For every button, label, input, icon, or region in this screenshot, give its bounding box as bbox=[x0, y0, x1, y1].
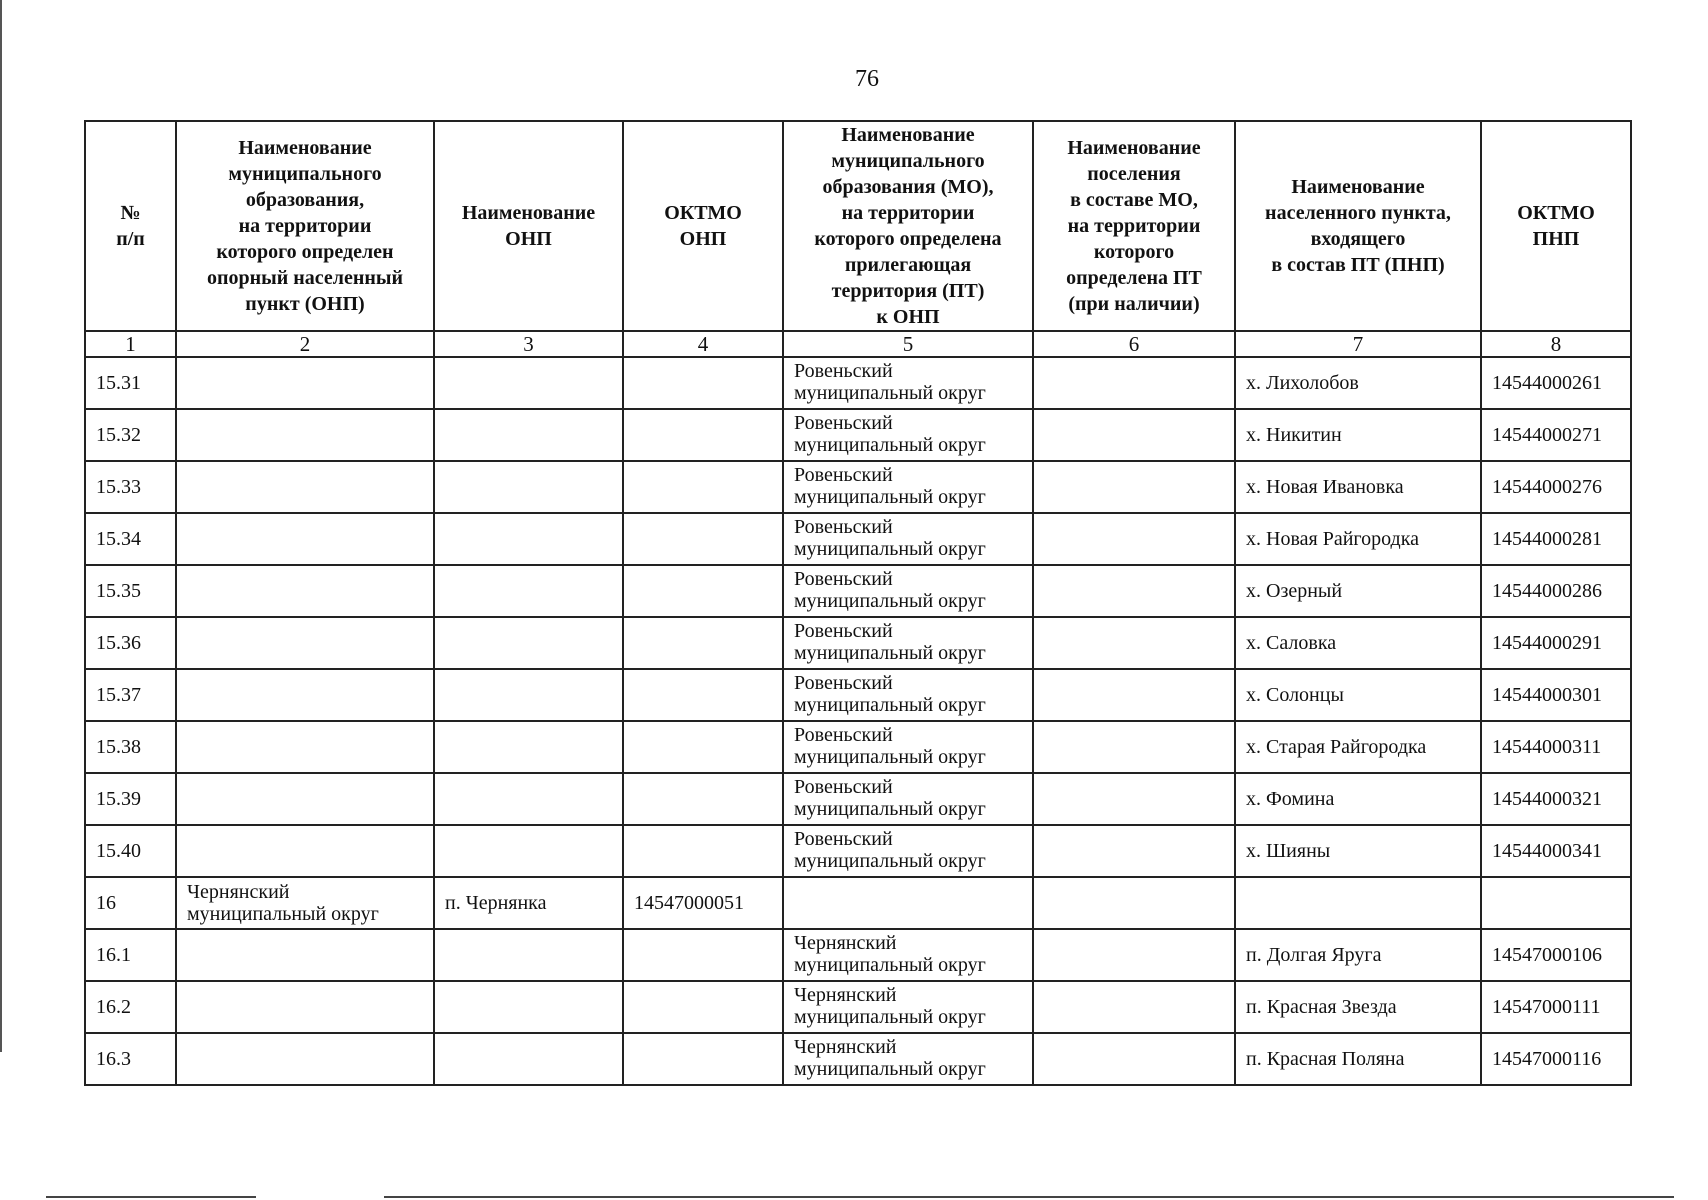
cell-oktmo-onp bbox=[623, 409, 783, 461]
cell-onp bbox=[434, 929, 623, 981]
cell-pnp: х. Новая Райгородка bbox=[1235, 513, 1481, 565]
cell-number: 15.31 bbox=[85, 357, 176, 409]
cell-settlement bbox=[1033, 565, 1235, 617]
cell-number: 16.1 bbox=[85, 929, 176, 981]
table-row bbox=[85, 617, 1631, 669]
table-row bbox=[85, 565, 1631, 617]
table-row bbox=[85, 1033, 1631, 1085]
cell-settlement bbox=[1033, 617, 1235, 669]
table-row bbox=[85, 929, 1631, 981]
column-number: 7 bbox=[1235, 331, 1481, 357]
table-row bbox=[85, 981, 1631, 1033]
cell-number: 16 bbox=[85, 877, 176, 929]
cell-settlement bbox=[1033, 773, 1235, 825]
cell-oktmo-pnp: 14547000111 bbox=[1481, 981, 1631, 1033]
cell-onp bbox=[434, 825, 623, 877]
cell-mo-onp bbox=[176, 825, 434, 877]
cell-onp bbox=[434, 461, 623, 513]
cell-onp bbox=[434, 513, 623, 565]
cell-number: 15.35 bbox=[85, 565, 176, 617]
cell-mo-pt-text: Чернянский муниципальный округ bbox=[794, 932, 986, 976]
cell-number: 16.2 bbox=[85, 981, 176, 1033]
cell-mo-onp-text: Чернянский муниципальный округ bbox=[187, 881, 379, 925]
cell-pnp: х. Фомина bbox=[1235, 773, 1481, 825]
cell-onp bbox=[434, 721, 623, 773]
cell-mo-pt-text: Ровеньский муниципальный округ bbox=[794, 828, 986, 872]
cell-pnp bbox=[1235, 877, 1481, 929]
cell-mo-pt bbox=[783, 565, 1033, 617]
header-number: № п/п bbox=[85, 121, 176, 331]
cell-mo-pt-text: Чернянский муниципальный округ bbox=[794, 1036, 986, 1080]
cell-mo-pt bbox=[783, 461, 1033, 513]
table-row bbox=[85, 669, 1631, 721]
table-row bbox=[85, 513, 1631, 565]
cell-mo-pt-text: Ровеньский муниципальный округ bbox=[794, 568, 986, 612]
cell-settlement bbox=[1033, 461, 1235, 513]
cell-mo-pt-text: Ровеньский муниципальный округ bbox=[794, 776, 986, 820]
header-settlement: Наименование поселения в составе МО, на территории которого определена ПТ (при наличии) bbox=[1033, 121, 1235, 331]
cell-mo-onp bbox=[176, 773, 434, 825]
cell-onp bbox=[434, 773, 623, 825]
cell-mo-pt-text: Ровеньский муниципальный округ bbox=[794, 672, 986, 716]
header-mo-pt: Наименование муниципального образования (МО), на территории которого определена прилегающая территория (ПТ) к ОНП bbox=[783, 121, 1033, 331]
cell-settlement bbox=[1033, 1033, 1235, 1085]
cell-pnp: п. Долгая Яруга bbox=[1235, 929, 1481, 981]
column-number: 1 bbox=[85, 331, 176, 357]
cell-mo-pt bbox=[783, 825, 1033, 877]
page-number: 76 bbox=[855, 66, 879, 92]
cell-oktmo-pnp: 14547000116 bbox=[1481, 1033, 1631, 1085]
cell-oktmo-onp bbox=[623, 981, 783, 1033]
cell-oktmo-pnp: 14544000261 bbox=[1481, 357, 1631, 409]
cell-number: 15.36 bbox=[85, 617, 176, 669]
cell-oktmo-pnp: 14544000291 bbox=[1481, 617, 1631, 669]
cell-pnp: х. Новая Ивановка bbox=[1235, 461, 1481, 513]
cell-mo-onp bbox=[176, 513, 434, 565]
cell-mo-pt bbox=[783, 981, 1033, 1033]
cell-oktmo-onp bbox=[623, 929, 783, 981]
cell-pnp: х. Старая Райгородка bbox=[1235, 721, 1481, 773]
cell-settlement bbox=[1033, 669, 1235, 721]
column-number: 2 bbox=[176, 331, 434, 357]
cell-onp bbox=[434, 565, 623, 617]
header-oktmo-pnp: ОКТМО ПНП bbox=[1481, 121, 1631, 331]
cell-mo-pt-text: Ровеньский муниципальный округ bbox=[794, 360, 986, 404]
cell-oktmo-onp bbox=[623, 669, 783, 721]
cell-mo-pt bbox=[783, 357, 1033, 409]
cell-pnp: х. Озерный bbox=[1235, 565, 1481, 617]
cell-mo-pt bbox=[783, 669, 1033, 721]
column-number: 6 bbox=[1033, 331, 1235, 357]
cell-mo-pt bbox=[783, 773, 1033, 825]
cell-mo-pt bbox=[783, 721, 1033, 773]
cell-oktmo-onp bbox=[623, 513, 783, 565]
cell-mo-pt bbox=[783, 513, 1033, 565]
header-onp: Наименование ОНП bbox=[434, 121, 623, 331]
cell-mo-onp bbox=[176, 565, 434, 617]
cell-mo-pt-text: Ровеньский муниципальный округ bbox=[794, 724, 986, 768]
cell-oktmo-pnp: 14544000321 bbox=[1481, 773, 1631, 825]
cell-onp: п. Чернянка bbox=[434, 877, 623, 929]
header-row bbox=[85, 121, 1631, 331]
table-row bbox=[85, 721, 1631, 773]
cell-mo-onp bbox=[176, 721, 434, 773]
footer-rule bbox=[384, 1196, 1674, 1198]
table-row bbox=[85, 461, 1631, 513]
cell-pnp: х. Солонцы bbox=[1235, 669, 1481, 721]
cell-pnp: х. Никитин bbox=[1235, 409, 1481, 461]
cell-mo-onp bbox=[176, 981, 434, 1033]
cell-number: 16.3 bbox=[85, 1033, 176, 1085]
page-left-edge bbox=[0, 0, 2, 1052]
cell-mo-pt bbox=[783, 929, 1033, 981]
cell-oktmo-pnp bbox=[1481, 877, 1631, 929]
cell-oktmo-onp bbox=[623, 825, 783, 877]
column-number: 4 bbox=[623, 331, 783, 357]
cell-mo-pt-text: Ровеньский муниципальный округ bbox=[794, 464, 986, 508]
cell-onp bbox=[434, 357, 623, 409]
header-oktmo-onp: ОКТМО ОНП bbox=[623, 121, 783, 331]
cell-mo-onp bbox=[176, 617, 434, 669]
cell-mo-onp bbox=[176, 929, 434, 981]
cell-pnp: п. Красная Звезда bbox=[1235, 981, 1481, 1033]
cell-mo-pt bbox=[783, 1033, 1033, 1085]
cell-oktmo-onp: 14547000051 bbox=[623, 877, 783, 929]
cell-onp bbox=[434, 669, 623, 721]
cell-settlement bbox=[1033, 825, 1235, 877]
cell-oktmo-pnp: 14547000106 bbox=[1481, 929, 1631, 981]
cell-mo-pt bbox=[783, 617, 1033, 669]
cell-mo-pt bbox=[783, 877, 1033, 929]
cell-settlement bbox=[1033, 981, 1235, 1033]
cell-settlement bbox=[1033, 357, 1235, 409]
cell-mo-pt-text: Чернянский муниципальный округ bbox=[794, 984, 986, 1028]
cell-number: 15.34 bbox=[85, 513, 176, 565]
cell-oktmo-onp bbox=[623, 357, 783, 409]
cell-oktmo-pnp: 14544000301 bbox=[1481, 669, 1631, 721]
column-number-row bbox=[85, 331, 1631, 357]
cell-number: 15.33 bbox=[85, 461, 176, 513]
cell-onp bbox=[434, 617, 623, 669]
cell-number: 15.39 bbox=[85, 773, 176, 825]
cell-mo-onp bbox=[176, 357, 434, 409]
cell-oktmo-pnp: 14544000276 bbox=[1481, 461, 1631, 513]
cell-settlement bbox=[1033, 513, 1235, 565]
cell-oktmo-pnp: 14544000311 bbox=[1481, 721, 1631, 773]
table-row bbox=[85, 409, 1631, 461]
header-pnp: Наименование населенного пункта, входящего в состав ПТ (ПНП) bbox=[1235, 121, 1481, 331]
cell-settlement bbox=[1033, 877, 1235, 929]
cell-oktmo-onp bbox=[623, 1033, 783, 1085]
cell-settlement bbox=[1033, 721, 1235, 773]
cell-onp bbox=[434, 409, 623, 461]
cell-mo-pt-text: Ровеньский муниципальный округ bbox=[794, 516, 986, 560]
cell-oktmo-onp bbox=[623, 721, 783, 773]
cell-number: 15.32 bbox=[85, 409, 176, 461]
cell-pnp: п. Красная Поляна bbox=[1235, 1033, 1481, 1085]
column-number: 8 bbox=[1481, 331, 1631, 357]
footer-rule bbox=[46, 1196, 256, 1198]
cell-number: 15.37 bbox=[85, 669, 176, 721]
column-number: 3 bbox=[434, 331, 623, 357]
cell-mo-onp bbox=[176, 409, 434, 461]
header-mo-onp: Наименование муниципального образования, на территории которого определен опорный населенный пункт (ОНП) bbox=[176, 121, 434, 331]
cell-pnp: х. Саловка bbox=[1235, 617, 1481, 669]
cell-number: 15.40 bbox=[85, 825, 176, 877]
cell-onp bbox=[434, 1033, 623, 1085]
cell-mo-pt-text: Ровеньский муниципальный округ bbox=[794, 620, 986, 664]
cell-pnp: х. Лихолобов bbox=[1235, 357, 1481, 409]
cell-number: 15.38 bbox=[85, 721, 176, 773]
table-row bbox=[85, 357, 1631, 409]
column-number: 5 bbox=[783, 331, 1033, 357]
cell-mo-onp bbox=[176, 461, 434, 513]
table-row bbox=[85, 877, 1631, 929]
cell-oktmo-onp bbox=[623, 617, 783, 669]
cell-mo-pt bbox=[783, 409, 1033, 461]
cell-oktmo-pnp: 14544000281 bbox=[1481, 513, 1631, 565]
cell-settlement bbox=[1033, 929, 1235, 981]
cell-oktmo-pnp: 14544000271 bbox=[1481, 409, 1631, 461]
cell-mo-onp bbox=[176, 1033, 434, 1085]
table-row bbox=[85, 825, 1631, 877]
cell-mo-onp bbox=[176, 669, 434, 721]
cell-oktmo-onp bbox=[623, 565, 783, 617]
cell-onp bbox=[434, 981, 623, 1033]
table-row bbox=[85, 773, 1631, 825]
cell-oktmo-onp bbox=[623, 773, 783, 825]
cell-mo-onp bbox=[176, 877, 434, 929]
settlements-table bbox=[84, 120, 1632, 1086]
cell-mo-pt-text: Ровеньский муниципальный округ bbox=[794, 412, 986, 456]
cell-oktmo-pnp: 14544000341 bbox=[1481, 825, 1631, 877]
cell-pnp: х. Шияны bbox=[1235, 825, 1481, 877]
cell-oktmo-pnp: 14544000286 bbox=[1481, 565, 1631, 617]
cell-oktmo-onp bbox=[623, 461, 783, 513]
cell-settlement bbox=[1033, 409, 1235, 461]
